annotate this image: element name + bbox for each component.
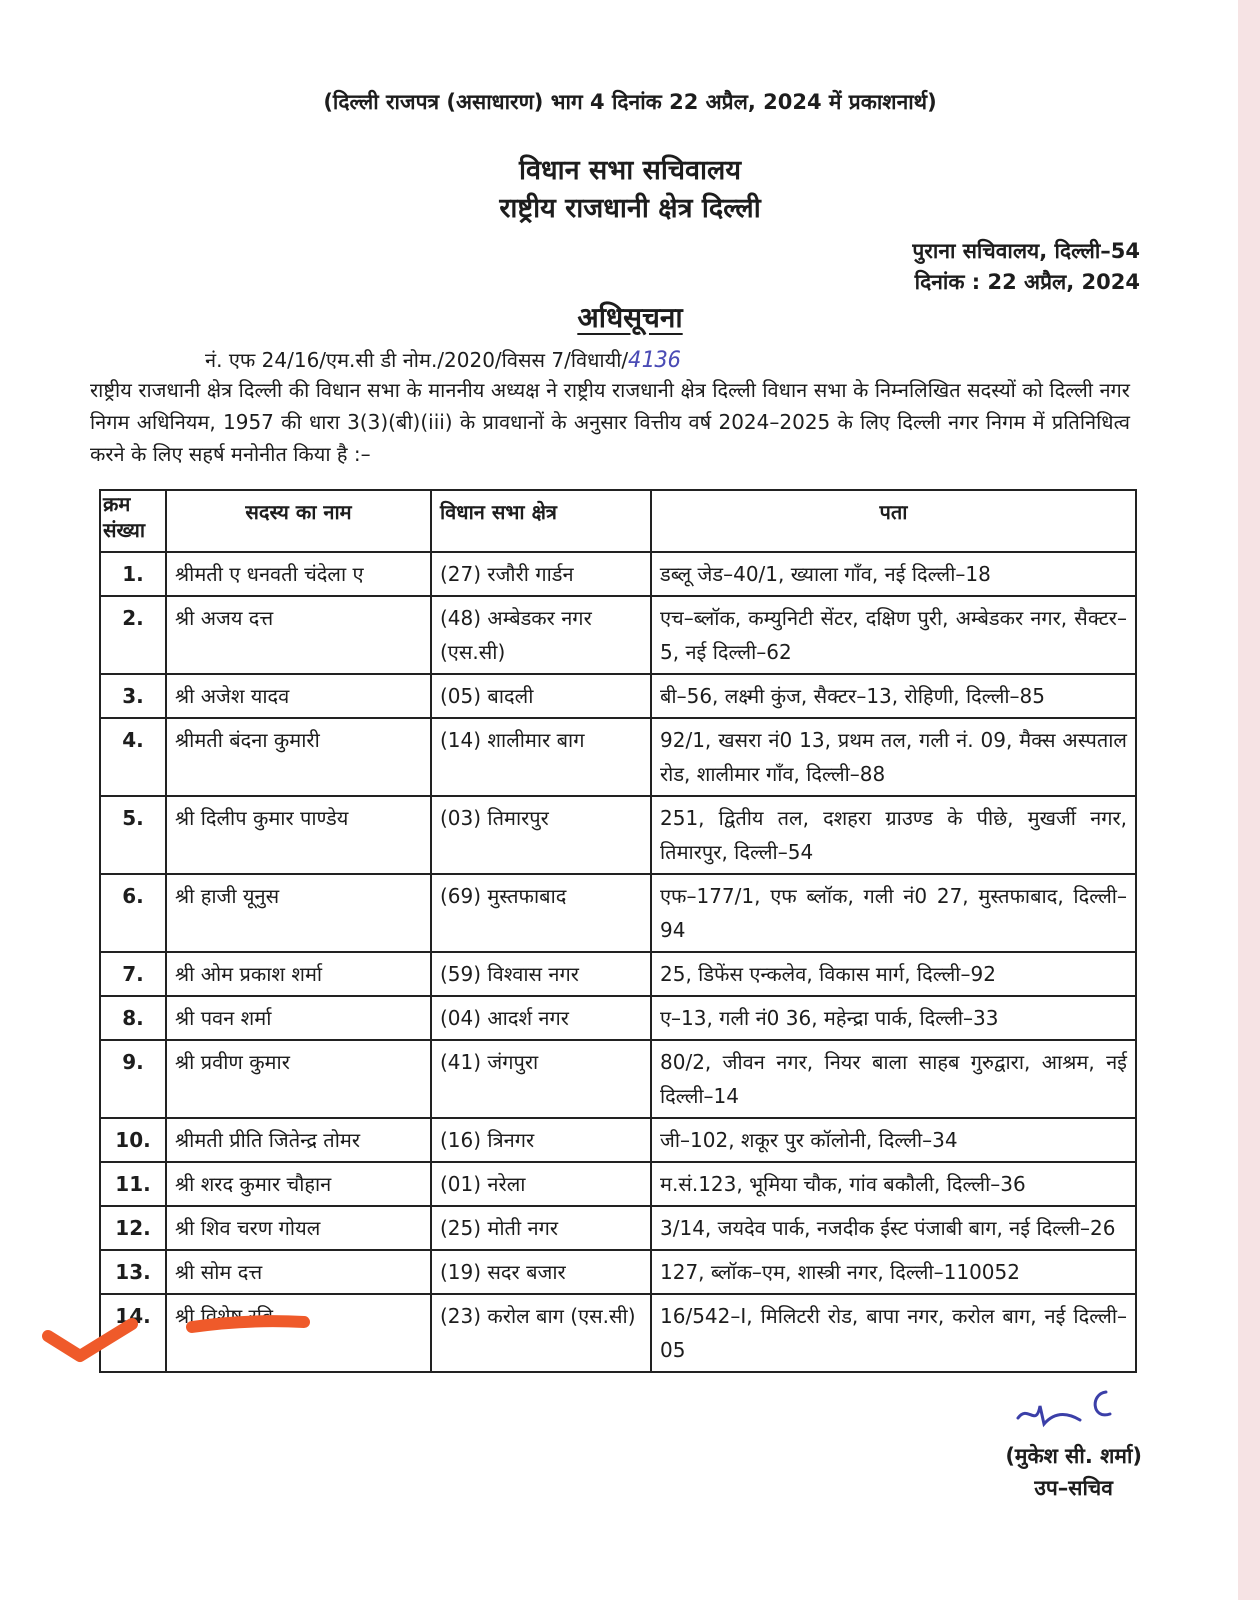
serial-number-cell: 7.: [100, 952, 166, 996]
office-region: राष्ट्रीय राजधानी क्षेत्र दिल्ली: [499, 193, 761, 224]
serial-number-cell: 4.: [100, 718, 166, 796]
address-cell: 92/1, खसरा नं0 13, प्रथम तल, गली नं. 09, मैक्स अस्पताल रोड, शालीमार गाँव, दिल्ली–88: [651, 718, 1136, 796]
address-cell: डब्लू जेड–40/1, ख्याला गाँव, नई दिल्ली–18: [651, 552, 1136, 596]
member-name-cell: श्रीमती ए धनवती चंदेला ए: [166, 552, 431, 596]
address-cell: ए–13, गली नं0 36, महेन्द्रा पार्क, दिल्ली–33: [651, 996, 1136, 1040]
address-cell: एच–ब्लॉक, कम्युनिटी सेंटर, दक्षिण पुरी, अम्बेडकर नगर, सैक्टर–5, नई दिल्ली–62: [651, 596, 1136, 674]
place-date-block: [912, 236, 1140, 298]
serial-number-cell: 9.: [100, 1040, 166, 1118]
reference-handwritten: 4136: [628, 348, 682, 373]
constituency-cell: (14) शालीमार बाग: [431, 718, 651, 796]
constituency-cell: (01) नरेला: [431, 1162, 651, 1206]
gazette-line: (दिल्ली राजपत्र (असाधारण) भाग 4 दिनांक 22 अप्रैल, 2024 में प्रकाशनार्थ): [323, 90, 937, 114]
constituency-cell: (05) बादली: [431, 674, 651, 718]
address-cell: बी–56, लक्ष्मी कुंज, सैक्टर–13, रोहिणी, दिल्ली–85: [651, 674, 1136, 718]
constituency-cell: (59) विश्वास नगर: [431, 952, 651, 996]
serial-number-cell: 13.: [100, 1250, 166, 1294]
date-line: दिनांक : 22 अप्रैल, 2024: [914, 270, 1140, 294]
address-cell: म.सं.123, भूमिया चौक, गांव बकौली, दिल्ली–36: [651, 1162, 1136, 1206]
table-row: [100, 952, 1136, 996]
member-name-cell: श्रीमती बंदना कुमारी: [166, 718, 431, 796]
member-name-cell: श्री हाजी यूनुस: [166, 874, 431, 952]
table-row: [100, 718, 1136, 796]
office-name: विधान सभा सचिवालय: [519, 155, 741, 186]
member-name-cell: श्री दिलीप कुमार पाण्डेय: [166, 796, 431, 874]
table-row: [100, 1040, 1136, 1118]
address-cell: 25, डिफेंस एन्कलेव, विकास मार्ग, दिल्ली–92: [651, 952, 1136, 996]
member-name-cell: श्री प्रवीण कुमार: [166, 1040, 431, 1118]
table-row: [100, 996, 1136, 1040]
page-edge: [1238, 0, 1260, 1600]
member-name-cell: श्रीमती प्रीति जितेन्द्र तोमर: [166, 1118, 431, 1162]
table-row: [100, 596, 1136, 674]
table-row: [100, 1250, 1136, 1294]
member-name-cell: श्री शरद कुमार चौहान: [166, 1162, 431, 1206]
constituency-cell: (25) मोती नगर: [431, 1206, 651, 1250]
signature-icon: [1010, 1384, 1120, 1434]
constituency-cell: (16) त्रिनगर: [431, 1118, 651, 1162]
serial-number-cell: 10.: [100, 1118, 166, 1162]
signatory-block: [1005, 1440, 1142, 1504]
reference-printed: नं. एफ 24/16/एम.सी डी नोम./2020/विसस 7/विधायी/: [205, 348, 629, 372]
address-cell: जी–102, शकूर पुर कॉलोनी, दिल्ली–34: [651, 1118, 1136, 1162]
serial-number-cell: 11.: [100, 1162, 166, 1206]
table-row: [100, 1162, 1136, 1206]
header-address: पता: [651, 490, 1136, 552]
reference-number: [205, 346, 681, 373]
address-cell: 80/2, जीवन नगर, नियर बाला साहब गुरुद्वारा, आश्रम, नई दिल्ली–14: [651, 1040, 1136, 1118]
address-cell: एफ–177/1, एफ ब्लॉक, गली नं0 27, मुस्तफाबाद, दिल्ली–94: [651, 874, 1136, 952]
table-row: [100, 1206, 1136, 1250]
serial-number-cell: 3.: [100, 674, 166, 718]
office-heading: [0, 152, 1260, 228]
table-row: [100, 674, 1136, 718]
serial-number-cell: 1.: [100, 552, 166, 596]
header-serial: क्रम संख्या: [100, 490, 166, 552]
constituency-cell: (04) आदर्श नगर: [431, 996, 651, 1040]
address-cell: 16/542–I, मिलिटरी रोड, बापा नगर, करोल बाग, नई दिल्ली–05: [651, 1294, 1136, 1372]
member-name-cell: श्री विशेष रवि: [166, 1294, 431, 1372]
serial-number-cell: 8.: [100, 996, 166, 1040]
serial-number-cell: 2.: [100, 596, 166, 674]
notice-paragraph: राष्ट्रीय राजधानी क्षेत्र दिल्ली की विधान सभा के माननीय अध्यक्ष ने राष्ट्रीय राजधानी क्षेत्र दिल्ली विधान सभा के निम्नलिखित सदस्यों को दिल्ली नगर निगम अधिनियम, 1957 की धारा 3(3)(बी)(iii) के प्रावधानों के अनुसार वित्तीय वर्ष 2024–2025 के लिए दिल्ली नगर निगम में प्रतिनिधित्व करने के लिए सहर्ष मनोनीत किया है :–: [90, 378, 1130, 466]
place-line: पुराना सचिवालय, दिल्ली–54: [912, 239, 1140, 263]
notice-title: अधिसूचना: [577, 301, 683, 334]
table-row: [100, 1118, 1136, 1162]
constituency-cell: (41) जंगपुरा: [431, 1040, 651, 1118]
serial-number-cell: 14.: [100, 1294, 166, 1372]
constituency-cell: (48) अम्बेडकर नगर (एस.सी): [431, 596, 651, 674]
table-row: [100, 874, 1136, 952]
serial-number-cell: 6.: [100, 874, 166, 952]
constituency-cell: (19) सदर बजार: [431, 1250, 651, 1294]
address-cell: 127, ब्लॉक–एम, शास्त्री नगर, दिल्ली–110052: [651, 1250, 1136, 1294]
header-constituency: विधान सभा क्षेत्र: [431, 490, 651, 552]
tick-mark-icon: [40, 1316, 140, 1366]
address-cell: 251, द्वितीय तल, दशहरा ग्राउण्ड के पीछे, मुखर्जी नगर, तिमारपुर, दिल्ली–54: [651, 796, 1136, 874]
member-name-cell: श्री अजेश यादव: [166, 674, 431, 718]
signatory-designation: उप–सचिव: [1034, 1476, 1113, 1500]
constituency-cell: (69) मुस्तफाबाद: [431, 874, 651, 952]
constituency-cell: (23) करोल बाग (एस.सी): [431, 1294, 651, 1372]
table-row: [100, 796, 1136, 874]
constituency-cell: (27) रजौरी गार्डन: [431, 552, 651, 596]
address-cell: 3/14, जयदेव पार्क, नजदीक ईस्ट पंजाबी बाग, नई दिल्ली–26: [651, 1206, 1136, 1250]
member-name-cell: श्री अजय दत्त: [166, 596, 431, 674]
table-header-row: [100, 490, 1136, 552]
constituency-cell: (03) तिमारपुर: [431, 796, 651, 874]
signatory-name: (मुकेश सी. शर्मा): [1005, 1444, 1142, 1468]
member-name-cell: श्री पवन शर्मा: [166, 996, 431, 1040]
serial-number-cell: 5.: [100, 796, 166, 874]
marker-underline-icon: [186, 1312, 310, 1336]
table-row: [100, 552, 1136, 596]
serial-number-cell: 12.: [100, 1206, 166, 1250]
header-member-name: सदस्य का नाम: [166, 490, 431, 552]
member-name-cell: श्री शिव चरण गोयल: [166, 1206, 431, 1250]
member-name-cell: श्री ओम प्रकाश शर्मा: [166, 952, 431, 996]
member-name-cell: श्री सोम दत्त: [166, 1250, 431, 1294]
members-table: [99, 489, 1137, 1373]
